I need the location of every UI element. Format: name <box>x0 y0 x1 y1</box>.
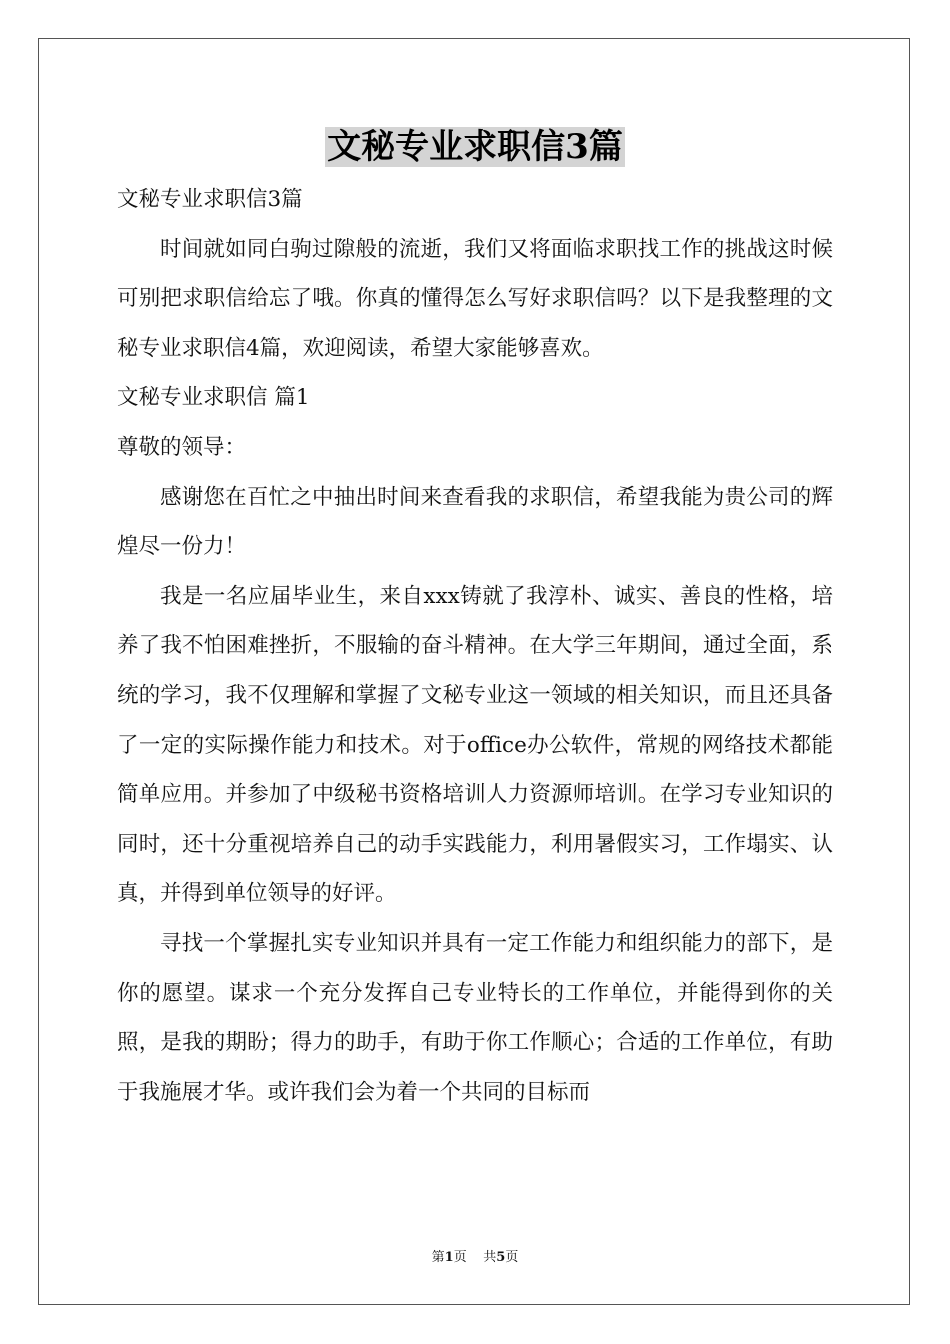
body-paragraph: 我是一名应届毕业生，来自xxx铸就了我淳朴、诚实、善良的性格，培养了我不怕困难挫折，不服输的奋斗精神。在大学三年期间，通过全面，系统的学习，我不仅理解和掌握了文秘专业这一领域的相关知识，而且还具备了一定的实际操作能力和技术。对于office办公软件，常规的网络技术都能简单应用。并参加了中级秘书资格培训人力资源师培训。在学习专业知识的同时，还十分重视培养自己的动手实践能力，利用暑假实习，工作塌实、认真，并得到单位领导的好评。 <box>117 583 833 907</box>
page-suffix: 页 <box>453 1250 467 1265</box>
total-prefix: 共 <box>483 1250 497 1265</box>
intro-paragraph: 时间就如同白驹过隙般的流逝，我们又将面临求职找工作的挑战这时候可别把求职信给忘了哦。你真的懂得怎么写好求职信吗？以下是我整理的文秘专业求职信4篇，欢迎阅读，希望大家能够喜欢。 <box>117 236 833 361</box>
total-suffix: 页 <box>505 1250 519 1265</box>
document-title <box>0 124 950 170</box>
page-number: 1 <box>444 1250 454 1265</box>
body-paragraph: 寻找一个掌握扎实专业知识并具有一定工作能力和组织能力的部下，是你的愿望。谋求一个充分发挥自己专业特长的工作单位，并能得到你的关照，是我的期盼；得力的助手，有助于你工作顺心；合适的工作单位，有助于我施展才华。或许我们会为着一个共同的目标而 <box>117 930 833 1105</box>
page-total: 5 <box>496 1250 506 1265</box>
salutation: 尊敬的领导： <box>117 434 247 460</box>
document-body <box>117 175 833 1117</box>
page-prefix: 第 <box>431 1250 445 1265</box>
page-footer <box>0 1246 950 1265</box>
body-paragraph: 感谢您在百忙之中抽出时间来查看我的求职信，希望我能为贵公司的辉煌尽一份力！ <box>117 484 833 560</box>
subtitle-line: 文秘专业求职信3篇 <box>117 187 303 212</box>
section-heading: 文秘专业求职信 篇1 <box>117 385 310 411</box>
document-title-text: 文秘专业求职信3篇 <box>327 127 623 167</box>
